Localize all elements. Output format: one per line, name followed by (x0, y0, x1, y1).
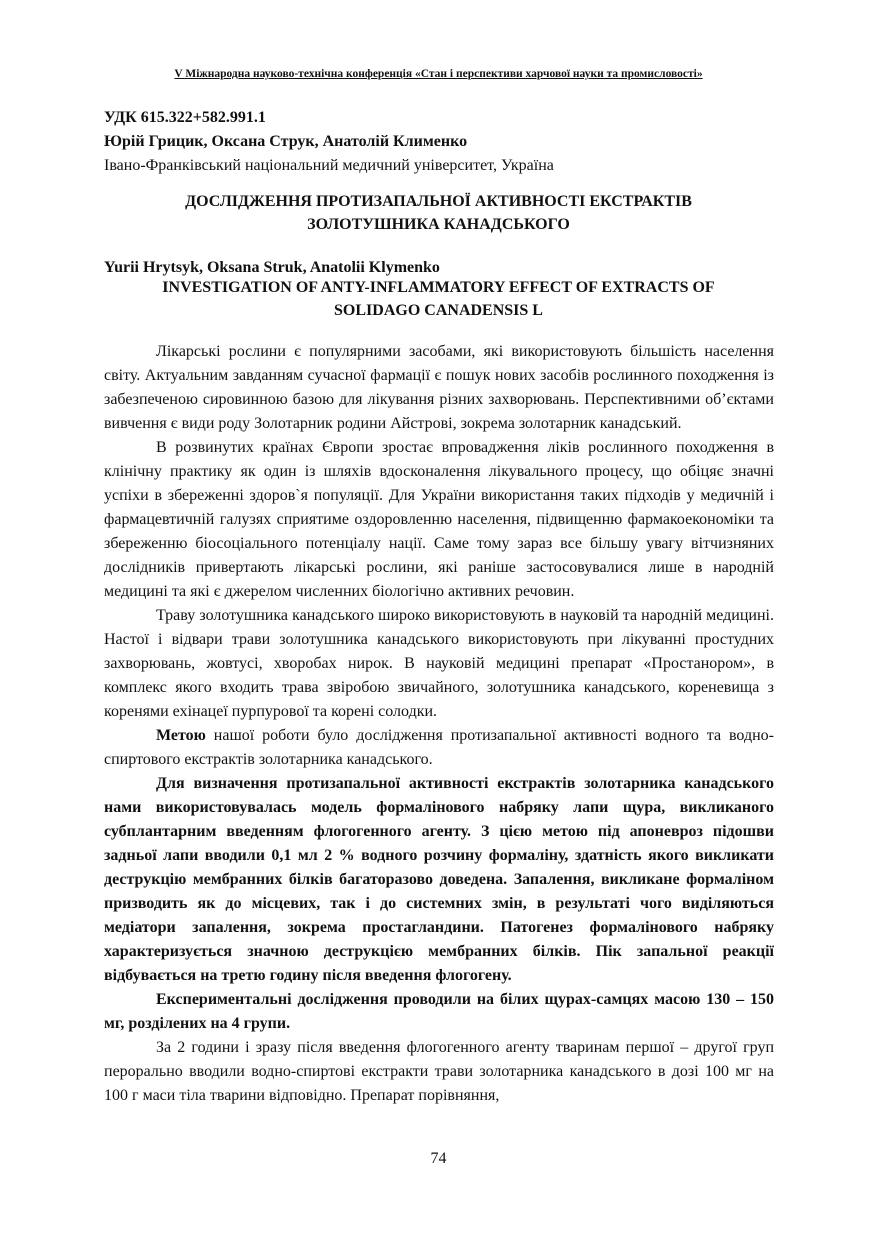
page-number: 74 (430, 1150, 447, 1167)
affiliation: Івано-Франківський національний медичний університет, Україна (104, 157, 554, 174)
article-body (104, 340, 774, 1108)
title-en-line-2: SOLIDAGO CANADENSIS L (334, 302, 543, 319)
paragraph-7: За 2 години і зразу після введення флогогенного агенту тваринам першої – другої груп перорально вводили водно-спиртові екстракти трави золотарника канадського в дозі 100 мг на 100 г маси тіла тварини відповідно. Препарат порівняння, (104, 1039, 774, 1104)
udk-code: УДК 615.322+582.991.1 (104, 109, 266, 126)
conference-header: V Міжнародна науково-технічна конференція «Стан і перспективи харчової науки та промисловості» (174, 68, 703, 80)
title-ua (100, 190, 777, 236)
title-en (100, 276, 777, 322)
paragraph-2: В розвинутих країнах Європи зростає впровадження ліків рослинного походження в клінічну практику як один із шляхів вдосконалення лікувального процесу, що обіцяє значні успіхи в збереженні здоров`я популяції. Для України використання таких підходів у медичній і фармацевтичній галузях сприятиме оздоровленню населення, підвищенню фармакоекономіки та збереженню біосоціального потенціалу нації. Саме тому зараз все більшу увагу вітчизняних дослідників привертають лікарські рослини, які раніше застосовувалися лише в народній медицині та які є джерелом численних біологічно активних речовин. (104, 439, 774, 600)
paragraph-3: Траву золотушника канадського широко використовують в науковій та народній медицині. Настої і відвари трави золотушника канадського використовують при лікуванні простудних захворювань, жовтусі, хворобах нирок. В науковій медицині препарат «Простанором», в комплекс якого входить трава звіробою звичайного, золотушника канадського, кореневища з коренями ехінацеї пурпурової та корені солодки. (104, 607, 774, 720)
paragraph-5: Для визначення протизапальної активності екстрактів золотарника канадського нами використовувалась модель формалінового набряку лапи щура, викликаного субплантарним введенням флогогенного агенту. З цією метою під апоневроз підошви задньої лапи вводили 0,1 мл 2 % водного розчину формаліну, здатність якого викликати деструкцію мембранних білків багаторазово доведена. Запалення, викликане формаліном призводить як до місцевих, так і до системних змін, в результаті чого виділяються медіатори запалення, зокрема простагландини. Патогенез формалінового набряку характеризується значною деструкцією мембранних білків. Пік запальної реакції відбувається на третю годину після введення флогогену. (104, 775, 774, 984)
paragraph-4 (104, 724, 774, 772)
authors-en: Yurii Hrytsyk, Oksana Struk, Anatolii Klymenko (104, 259, 440, 276)
paragraph-4-lead: Метою (156, 727, 206, 744)
paragraph-4-rest: нашої роботи було дослідження протизапальної активності водного та водно-спиртового екстрактів золотарника канадського. (104, 727, 774, 768)
paragraph-1: Лікарські рослини є популярними засобами, які використовують більшість населення світу. Актуальним завданням сучасної фармації є пошук нових засобів рослинного походження із забезпеченою сировинною базою для лікування різних захворювань. Перспективними об’єктами вивчення є види роду Золотарник родини Айстрові, зокрема золотарник канадський. (104, 343, 774, 432)
title-ua-line-2: ЗОЛОТУШНИКА КАНАДСЬКОГО (307, 216, 570, 233)
title-ua-line-1: ДОСЛІДЖЕННЯ ПРОТИЗАПАЛЬНОЇ АКТИВНОСТІ ЕКСТРАКТІВ (185, 193, 692, 210)
authors-ua: Юрій Грицик, Оксана Струк, Анатолій Клименко (104, 133, 468, 150)
paragraph-6: Експериментальні дослідження проводили на білих щурах-самцях масою 130 – 150 мг, розділених на 4 групи. (104, 991, 774, 1032)
title-en-line-1: INVESTIGATION OF ANTY-INFLAMMATORY EFFECT OF EXTRACTS OF (162, 279, 715, 296)
